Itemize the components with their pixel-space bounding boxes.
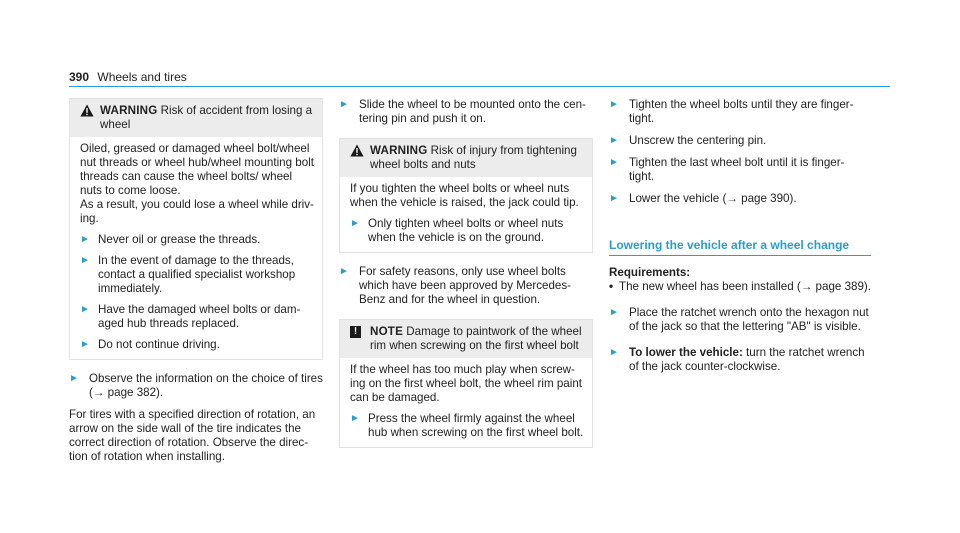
step-text: In the event of damage to the threads, contact a qualified specialist workshop immediately.: [98, 254, 296, 295]
warning-paragraph: As a result, you could lose a wheel while driv- ing.: [80, 198, 314, 225]
step-text: Place the ratchet wrench onto the hexagon nut of the jack so that the lettering "AB" is visible.: [629, 306, 869, 333]
step-arrow-icon: ►: [339, 99, 349, 110]
step-rest-text: turn the ratchet wrench of the jack counter-clockwise.: [629, 346, 865, 373]
list-item: [609, 346, 871, 374]
step-text: Tighten the last wheel bolt until it is finger- tight.: [629, 156, 845, 183]
warning-paragraph: If you tighten the wheel bolts or wheel nuts when the vehicle is raised, the jack could tip.: [350, 182, 579, 209]
list-item: [80, 303, 314, 331]
warning-triangle-icon: [350, 144, 370, 161]
step-arrow-icon: ►: [609, 157, 619, 168]
step-text: Lower the vehicle (→ page 390).: [629, 192, 797, 205]
note-box-paintwork: [339, 319, 593, 448]
step-arrow-icon: ►: [80, 234, 90, 245]
note-paragraph: If the wheel has too much play when screw- ing on the first wheel bolt, the wheel rim paint can be damaged.: [350, 363, 582, 404]
step-text: Tighten the wheel bolts until they are finger- tight.: [629, 98, 854, 125]
warning-header: [70, 99, 322, 137]
step-text: Unscrew the centering pin.: [629, 134, 767, 147]
note-header: [340, 320, 592, 358]
list-item: [339, 265, 593, 307]
warning-title: Risk of injury from tightening wheel bolts and nuts: [370, 144, 577, 171]
step-arrow-icon: ►: [80, 339, 90, 350]
step-arrow-icon: ►: [609, 99, 619, 110]
step-text: Press the wheel firmly against the wheel hub when screwing on the first wheel bolt.: [368, 412, 584, 439]
step-arrow-icon: ►: [609, 307, 619, 318]
requirements-label: Requirements:: [609, 266, 691, 279]
warning-title: Risk of accident from losing a wheel: [100, 104, 313, 131]
step-arrow-icon: ►: [350, 413, 360, 424]
exclamation-icon: !: [350, 326, 361, 338]
warning-box-tightening: [339, 138, 593, 253]
step-arrow-icon: ►: [80, 304, 90, 315]
list-item: [80, 233, 314, 247]
step-text: For safety reasons, only use wheel bolts which have been approved by Mercedes- Benz and for the wheel in question.: [359, 265, 572, 306]
list-item: [350, 217, 584, 245]
step-text: Only tighten wheel bolts or wheel nuts when the vehicle is on the ground.: [368, 217, 564, 244]
step-arrow-icon: ►: [350, 218, 360, 229]
step-text: Have the damaged wheel bolts or dam- aged hub threads replaced.: [98, 303, 301, 330]
list-item: [80, 254, 314, 296]
list-item: [339, 98, 593, 126]
header-rule: [69, 86, 890, 87]
warning-body: [70, 137, 322, 359]
step-arrow-icon: ►: [609, 347, 619, 358]
step-text: Observe the information on the choice of tires (→ page 382).: [89, 372, 323, 399]
requirement-text: The new wheel has been installed (→ page 389).: [619, 280, 871, 293]
list-item: [609, 156, 871, 184]
warning-body: [340, 177, 592, 252]
body-paragraph: For tires with a specified direction of rotation, an arrow on the side wall of the tire indicates the correct direction of rotation. Observe the direc- tion of rotation when installing.: [69, 408, 316, 463]
step-text: Do not continue driving.: [98, 338, 220, 351]
column-2: [339, 98, 593, 448]
step-arrow-icon: ►: [339, 266, 349, 277]
step-text: Slide the wheel to be mounted onto the cen- tering pin and push it on.: [359, 98, 586, 125]
warning-label: WARNING: [100, 104, 158, 117]
page-section-title: Wheels and tires: [97, 70, 187, 84]
list-item: [609, 98, 871, 126]
list-item: [80, 338, 314, 352]
warning-triangle-icon: [80, 104, 100, 121]
list-item: [609, 192, 871, 206]
step-arrow-icon: ►: [609, 135, 619, 146]
step-text: Never oil or grease the threads.: [98, 233, 261, 246]
list-item: [609, 134, 871, 148]
column-1: [69, 98, 323, 464]
page-number: 390: [69, 70, 90, 84]
list-item: [350, 412, 584, 440]
note-body: [340, 358, 592, 447]
step-bold-label: To lower the vehicle:: [629, 346, 743, 359]
note-title: Damage to paintwork of the wheel rim when screwing on the first wheel bolt: [370, 325, 582, 352]
warning-label: WARNING: [370, 144, 428, 157]
requirement-item: [609, 280, 871, 294]
list-item: [69, 372, 323, 400]
warning-box-wheel-loss: [69, 98, 323, 360]
step-arrow-icon: ►: [609, 193, 619, 204]
step-arrow-icon: ►: [80, 255, 90, 266]
page-header: [69, 70, 187, 84]
step-arrow-icon: ►: [69, 373, 79, 384]
list-item: [609, 306, 871, 334]
section-heading: Lowering the vehicle after a wheel change: [609, 238, 871, 256]
step-text: [627, 346, 871, 374]
bullet-icon: •: [609, 280, 614, 293]
warning-paragraph: Oiled, greased or damaged wheel bolt/wheel nut threads or wheel hub/wheel mounting bolt threads can cause the wheel bolts/ wheel nuts to come loose.: [80, 142, 314, 197]
warning-header: [340, 139, 592, 177]
column-3: [609, 98, 871, 374]
note-label: NOTE: [370, 325, 404, 338]
